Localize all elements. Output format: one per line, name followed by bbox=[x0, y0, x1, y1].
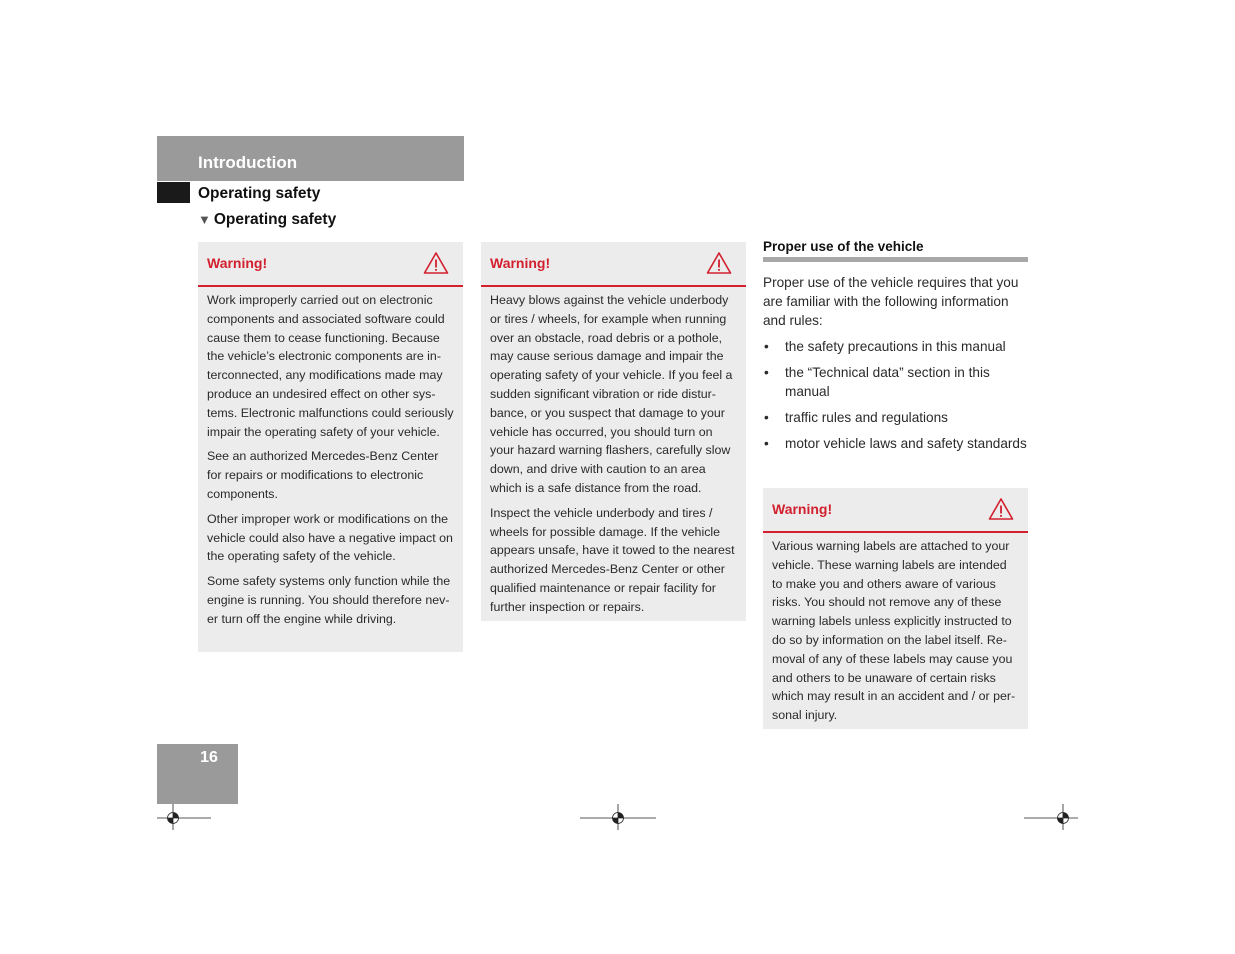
warning-triangle-icon bbox=[706, 251, 732, 275]
warning-box-labels bbox=[763, 488, 1028, 729]
warning-paragraph: Various warning labels are attached to your vehicle. These warning labels are intended to make you and others aware of various risks. You should not remove any of these warning labels unless explicitly instructed to do so by information on the label itself. Removal of any of these labels may cause you and others to be unaware of certain risks which may result in an accident and / or personal injury. bbox=[772, 539, 1016, 723]
warning-text bbox=[198, 287, 463, 641]
list-item bbox=[763, 337, 1028, 356]
warning-text bbox=[763, 533, 1028, 737]
warning-paragraph: Inspect the vehicle underbody and tires / wheels for possible damage. If the vehicle appears unsafe, have it towed to the nearest authorized Mercedes-Benz Center or other qualified maintenance or repair facility for further inspection or repairs. bbox=[490, 505, 735, 614]
list-item bbox=[763, 408, 1028, 427]
warning-header bbox=[198, 242, 463, 287]
warning-paragraph: Other improper work or modifications on the vehicle could also have a negative impact on the operating safety of the vehicle. bbox=[207, 511, 453, 564]
section-title-text: Operating safety bbox=[213, 211, 337, 228]
proper-use-heading: Proper use of the vehicle bbox=[763, 239, 924, 254]
list-item-text: motor vehicle laws and safety standards bbox=[785, 436, 1027, 451]
registration-mark-icon bbox=[1024, 800, 1078, 830]
registration-mark-icon bbox=[157, 800, 211, 830]
warning-triangle-icon bbox=[423, 251, 449, 275]
bullet-icon: • bbox=[764, 436, 769, 451]
chapter-title: Introduction bbox=[198, 153, 298, 172]
warning-box-underbody bbox=[481, 242, 746, 621]
warning-paragraph: Work improperly carried out on electronic components and associated software could cause them to cease functioning. Because the vehicle’s electronic components are interconnected, any modifications made may produce an undesired effect on other systems. Electronic malfunctions could seriously impair the operating safety of your vehicle. bbox=[207, 293, 454, 439]
list-item-text: traffic rules and regulations bbox=[785, 410, 948, 425]
warning-header bbox=[481, 242, 746, 287]
bullet-icon: • bbox=[764, 410, 769, 425]
section-marker-icon: ▼ bbox=[198, 212, 211, 227]
section-title bbox=[198, 211, 336, 229]
list-item-text: the safety precautions in this manual bbox=[785, 339, 1006, 354]
list-item bbox=[763, 363, 1028, 401]
page-number: 16 bbox=[200, 749, 218, 766]
warning-paragraph: See an authorized Mercedes-Benz Center for repairs or modifications to electronic components. bbox=[207, 449, 439, 501]
registration-mark-icon bbox=[580, 800, 656, 830]
rules-list bbox=[763, 337, 1028, 460]
warning-box-electronics bbox=[198, 242, 463, 652]
warning-header bbox=[763, 488, 1028, 533]
bullet-icon: • bbox=[764, 339, 769, 354]
proper-use-intro: Proper use of the vehicle requires that you are familiar with the following information and rules: bbox=[763, 275, 1019, 328]
warning-label: Warning! bbox=[772, 501, 833, 517]
warning-label: Warning! bbox=[207, 255, 268, 271]
warning-text bbox=[481, 287, 746, 629]
subchapter-title: Operating safety bbox=[198, 185, 321, 202]
list-item bbox=[763, 434, 1028, 453]
warning-triangle-icon bbox=[988, 497, 1014, 521]
list-item-text: the “Technical data” section in this manual bbox=[785, 365, 990, 399]
section-tab-marker bbox=[157, 182, 190, 203]
warning-paragraph: Some safety systems only function while the engine is running. You should therefore never turn off the engine while driving. bbox=[207, 574, 451, 626]
warning-label: Warning! bbox=[490, 255, 551, 271]
warning-paragraph: Heavy blows against the vehicle underbody or tires / wheels, for example when running over an obstacle, road debris or a pothole, may cause serious damage and impair the operating safety of your vehicle. If you feel a sudden significant vibration or ride disturbance, or you suspect that damage to your vehicle has occurred, you should turn on your hazard warning flashers, carefully slow down, and drive with caution to an area which is a safe distance from the road. bbox=[490, 293, 733, 495]
heading-rule bbox=[763, 257, 1028, 262]
bullet-icon: • bbox=[764, 365, 769, 380]
